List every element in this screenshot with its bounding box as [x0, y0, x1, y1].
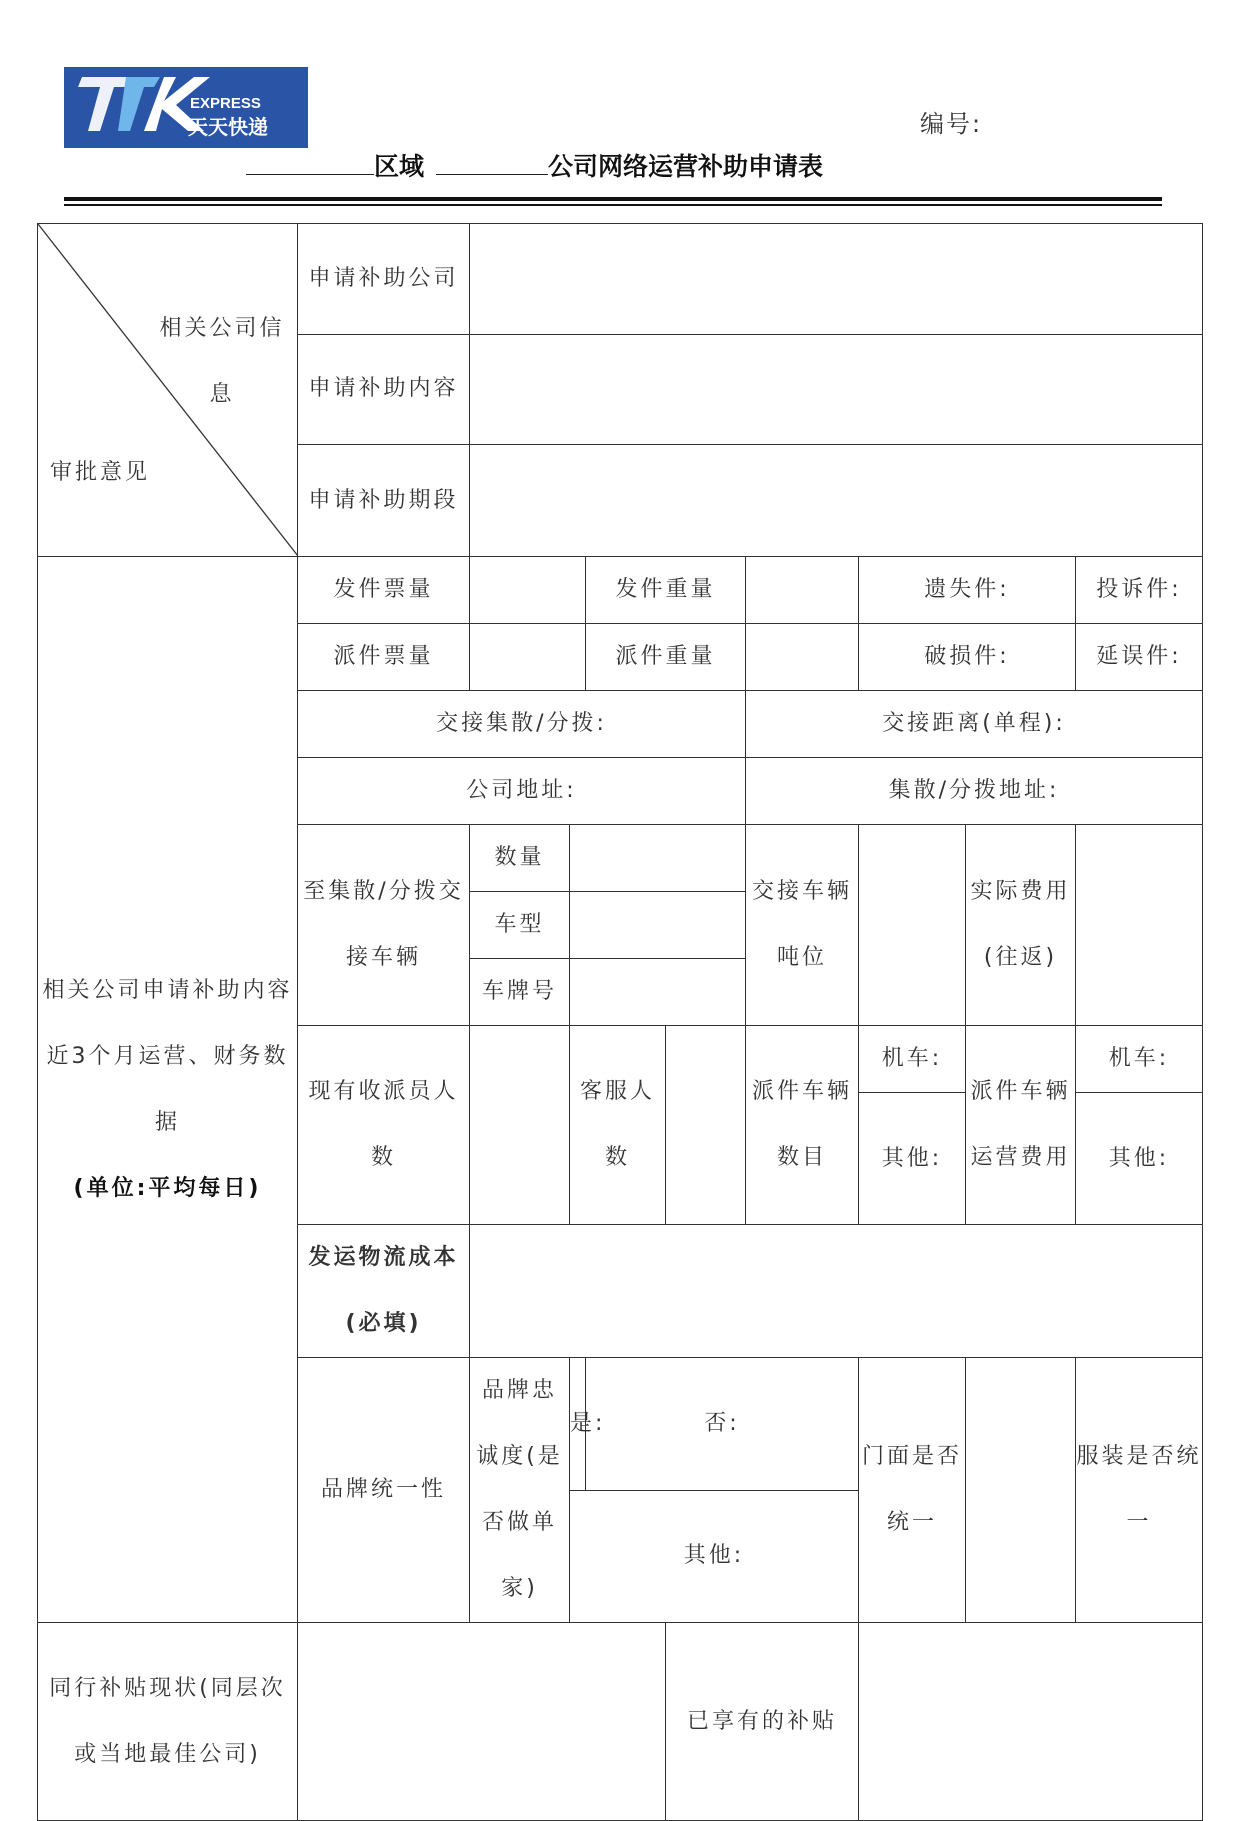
subsidy-application-table: [37, 223, 1203, 1821]
label-subsidy-content: 申请补助内容: [298, 334, 470, 445]
label-couriers: 现有收派员人数: [298, 1026, 470, 1225]
field-peer-subsidy[interactable]: [298, 1623, 666, 1821]
field-handover-tonnage[interactable]: [859, 825, 966, 1026]
title-region: 区域: [374, 152, 425, 181]
label-handover-tonnage: 交接车辆吨位: [746, 825, 859, 1026]
region-blank[interactable]: [246, 146, 374, 175]
option-no[interactable]: 否:: [586, 1358, 859, 1491]
field-handover-hub[interactable]: 交接集散/分拨:: [298, 691, 746, 758]
field-hub-address[interactable]: 集散/分拨地址:: [746, 758, 1203, 825]
field-service-staff[interactable]: [666, 1026, 746, 1225]
label-clothing-uniform: 服装是否统一: [1076, 1358, 1203, 1623]
field-couriers[interactable]: [470, 1026, 570, 1225]
field-company-address[interactable]: 公司地址:: [298, 758, 746, 825]
label-brand-uniformity: 品牌统一性: [298, 1358, 470, 1623]
ops-side-label: [38, 557, 298, 1623]
field-actual-cost[interactable]: [1076, 825, 1203, 1026]
label-enjoyed-subsidy: 已享有的补贴: [666, 1623, 859, 1821]
option-other[interactable]: 其他:: [570, 1490, 859, 1623]
label-subsidy-period: 申请补助期段: [298, 445, 470, 557]
field-deliver-weight[interactable]: [746, 624, 859, 691]
field-send-weight[interactable]: [746, 557, 859, 624]
label-send-tickets: 发件票量: [298, 557, 470, 624]
company-blank[interactable]: [436, 146, 548, 175]
serial-number-label: 编号:: [920, 110, 983, 138]
label-vehicle-type: 车型: [470, 892, 570, 959]
form-title: [246, 146, 823, 183]
field-send-tickets[interactable]: [470, 557, 586, 624]
ops-side-text: 相关公司申请补助内容近3个月运营、财务数据: [42, 977, 293, 1135]
label-logistics-cost: 发运物流成本(必填): [298, 1225, 470, 1358]
label-send-weight: 发件重量: [586, 557, 746, 624]
label-actual-cost: 实际费用(往返): [966, 825, 1076, 1026]
field-other-vehicle-cost[interactable]: 其他:: [1076, 1093, 1203, 1225]
label-brand-loyalty: 品牌忠诚度(是否做单家): [470, 1358, 570, 1623]
field-storefront-uniform[interactable]: [966, 1358, 1076, 1623]
field-subsidy-content[interactable]: [470, 334, 1203, 445]
label-deliver-weight: 派件重量: [586, 624, 746, 691]
label-to-hub-vehicle: 至集散/分拨交接车辆: [298, 825, 470, 1026]
field-lost-items[interactable]: 遗失件:: [859, 557, 1076, 624]
label-storefront-uniform: 门面是否统一: [859, 1358, 966, 1623]
field-vehicle-type[interactable]: [570, 892, 746, 959]
field-applicant-company[interactable]: [470, 224, 1203, 335]
diag-bottom-label: 审批意见: [50, 460, 151, 485]
logo-text-en: EXPRESS: [190, 95, 261, 112]
title-main: 公司网络运营补助申请表: [548, 152, 824, 181]
field-damaged-items[interactable]: 破损件:: [859, 624, 1076, 691]
option-yes[interactable]: 是:: [570, 1358, 586, 1491]
field-delayed-items[interactable]: 延误件:: [1076, 624, 1203, 691]
label-service-staff: 客服人数: [570, 1026, 666, 1225]
field-complaints[interactable]: 投诉件:: [1076, 557, 1203, 624]
label-applicant-company: 申请补助公司: [298, 224, 470, 335]
field-logistics-cost[interactable]: [470, 1225, 1203, 1358]
label-delivery-vehicle-cost: 派件车辆运营费用: [966, 1026, 1076, 1225]
label-quantity: 数量: [470, 825, 570, 892]
diag-top-label: 相关公司信息: [159, 316, 285, 407]
label-deliver-tickets: 派件票量: [298, 624, 470, 691]
field-motor-vehicles[interactable]: 机车:: [859, 1026, 966, 1093]
logo-text-cn: 天天快递: [188, 115, 268, 139]
diagonal-header-cell: [38, 224, 298, 557]
field-subsidy-period[interactable]: [470, 445, 1203, 557]
field-motor-vehicle-cost[interactable]: 机车:: [1076, 1026, 1203, 1093]
field-quantity[interactable]: [570, 825, 746, 892]
company-logo: [64, 67, 308, 148]
field-enjoyed-subsidy[interactable]: [859, 1623, 1203, 1821]
header-rule-thick: [64, 197, 1162, 201]
ops-side-unit: (单位:平均每日): [73, 1175, 262, 1201]
field-other-vehicles[interactable]: 其他:: [859, 1093, 966, 1225]
field-plate-number[interactable]: [570, 959, 746, 1026]
field-handover-distance[interactable]: 交接距离(单程):: [746, 691, 1203, 758]
field-deliver-tickets[interactable]: [470, 624, 586, 691]
header-rule-thin: [64, 204, 1162, 206]
label-delivery-vehicles: 派件车辆数目: [746, 1026, 859, 1225]
label-plate-number: 车牌号: [470, 959, 570, 1026]
label-peer-subsidy: 同行补贴现状(同层次或当地最佳公司): [38, 1623, 298, 1821]
